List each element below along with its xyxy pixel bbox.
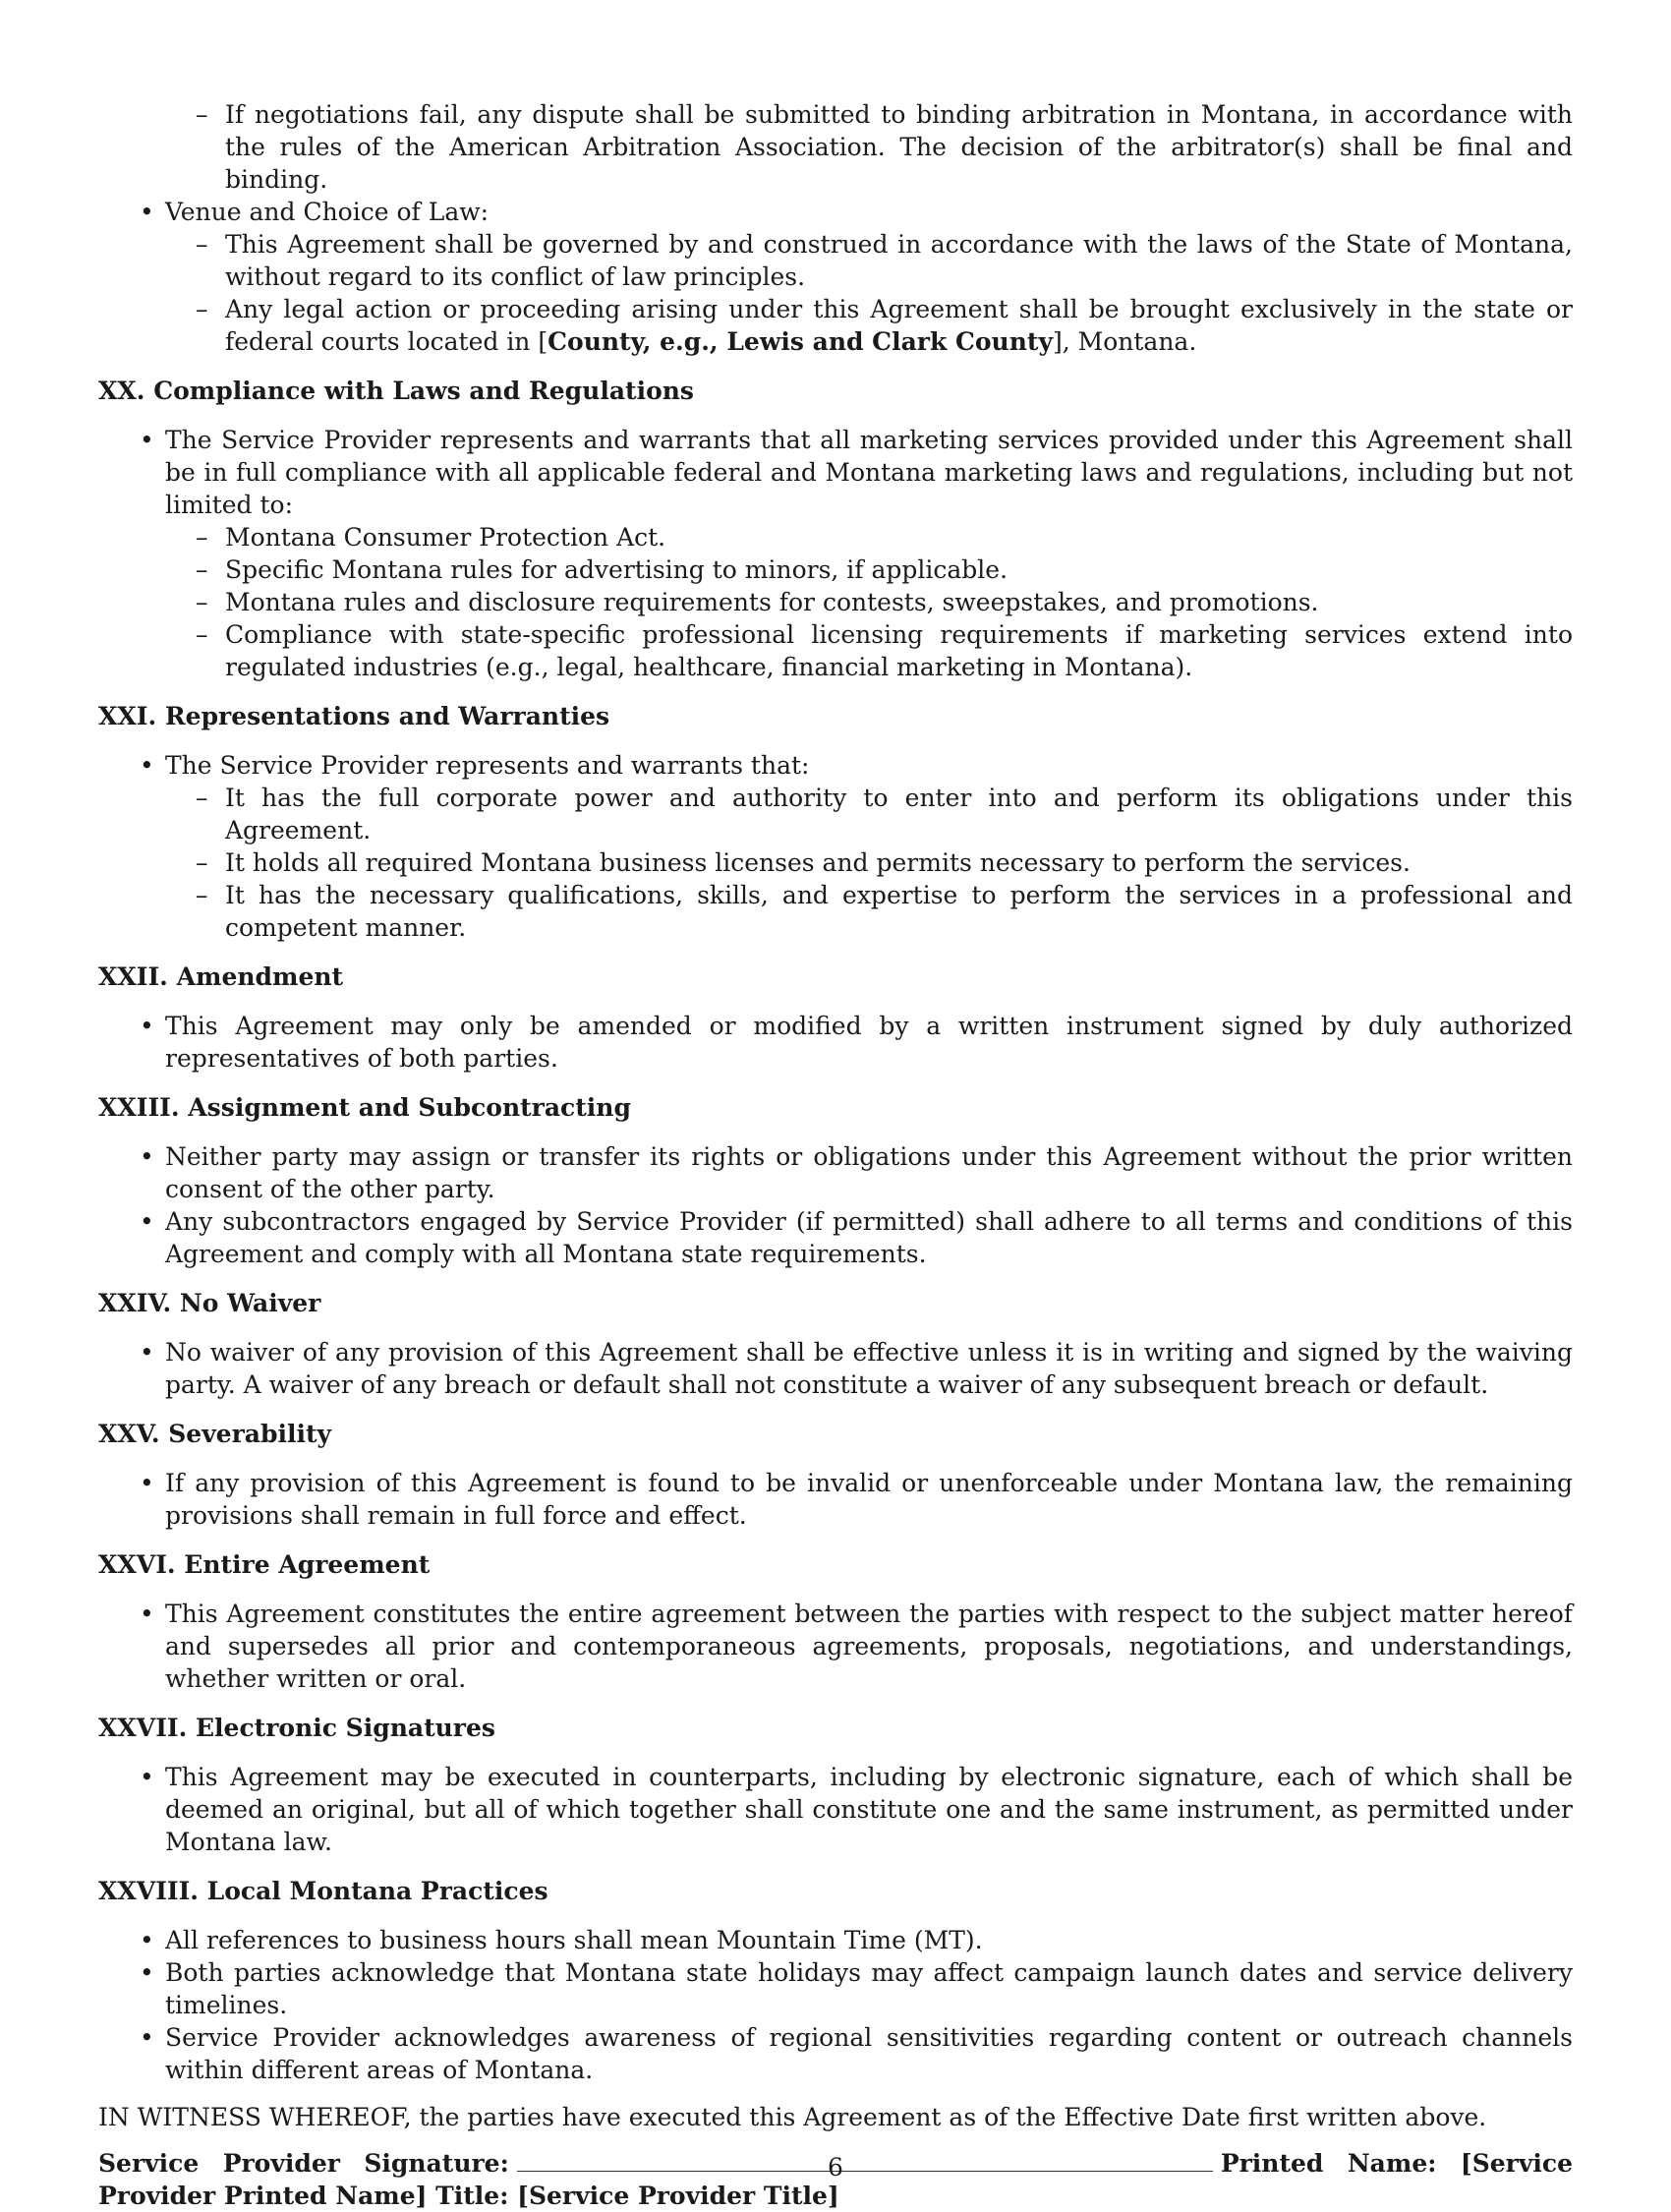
venue-item: – This Agreement shall be governed by and construed in accordance with the laws of the State of Montana, without regard to its conflict of law principles.	[225, 228, 1573, 293]
section-xxv-list	[98, 1467, 1573, 1532]
venue-item-text: Any legal action or proceeding arising under this Agreement shall be brought exclusively in the state or federal courts located in [	[225, 295, 1573, 356]
signature-details: Printed Name: [Service Provider Printed Name] Title: [Service Provider Title]	[98, 2149, 1573, 2210]
venue-item	[225, 293, 1573, 358]
bullet-text: The Service Provider represents and warrants that all marketing services provided under this Agreement shall be in full compliance with all applicable federal and Montana marketing laws and regulations, including but not limited to:	[165, 426, 1573, 519]
sub-item: – It holds all required Montana business licenses and permits necessary to perform the services.	[225, 846, 1573, 879]
list-item: • If any provision of this Agreement is found to be invalid or unenforceable under Montana law, the remaining provisions shall remain in full force and effect.	[165, 1467, 1573, 1532]
county-placeholder: County, e.g., Lewis and Clark County	[547, 327, 1053, 356]
section-xxiii-list	[98, 1140, 1573, 1270]
list-item: • This Agreement may only be amended or modified by a written instrument signed by duly authorized representatives of both parties.	[165, 1010, 1573, 1075]
venue-item-text: ], Montana.	[1052, 327, 1197, 356]
section-xx-list	[98, 424, 1573, 683]
venue-bullet	[165, 196, 1573, 358]
list-item: • Both parties acknowledge that Montana state holidays may affect campaign launch dates and service delivery timelines.	[165, 1956, 1573, 2021]
sub-item: – Montana Consumer Protection Act.	[225, 521, 1573, 553]
sub-list	[165, 521, 1573, 683]
section-heading-xxv: XXV. Severability	[98, 1420, 332, 1448]
section-heading-xxii: XXII. Amendment	[98, 962, 344, 991]
arbitration-item: – If negotiations fail, any dispute shall be submitted to binding arbitration in Montana, in accordance with the rules of the American Arbitration Association. The decision of the arbitrator(s) shall be final and binding.	[225, 98, 1573, 196]
section-xxii-list	[98, 1010, 1573, 1075]
list-item: • No waiver of any provision of this Agreement shall be effective unless it is in writing and signed by the waiving party. A waiver of any breach or default shall not constitute a waiver of any subsequent breach or default.	[165, 1336, 1573, 1401]
list-item: • Any subcontractors engaged by Service Provider (if permitted) shall adhere to all terms and conditions of this Agreement and comply with all Montana state requirements.	[165, 1205, 1573, 1270]
section-xxvi-list	[98, 1598, 1573, 1695]
document-page	[98, 98, 1573, 2212]
arbitration-subitems	[98, 98, 1573, 196]
venue-subitems	[165, 228, 1573, 358]
section-heading-xxiii: XXIII. Assignment and Subcontracting	[98, 1093, 631, 1122]
page-number: 6	[828, 2153, 843, 2182]
signature-label: Service Provider Signature:	[98, 2149, 509, 2178]
section-heading-xxviii: XXVIII. Local Montana Practices	[98, 1877, 548, 1905]
list-item	[165, 749, 1573, 944]
witness-clause: IN WITNESS WHEREOF, the parties have executed this Agreement as of the Effective Date first written above.	[98, 2103, 1487, 2131]
list-item: • This Agreement may be executed in counterparts, including by electronic signature, each of which shall be deemed an original, but all of which together shall constitute one and the same instrument, as permitted under Montana law.	[165, 1761, 1573, 1858]
sub-item: – Compliance with state-specific professional licensing requirements if marketing services extend into regulated industries (e.g., legal, healthcare, financial marketing in Montana).	[225, 618, 1573, 683]
list-item: • Service Provider acknowledges awareness of regional sensitivities regarding content or outreach channels within different areas of Montana.	[165, 2021, 1573, 2086]
section-heading-xx: XX. Compliance with Laws and Regulations	[98, 377, 694, 405]
list-item: • This Agreement constitutes the entire agreement between the parties with respect to the subject matter hereof and supersedes all prior and contemporaneous agreements, proposals, negotiations, and understandings, whether written or oral.	[165, 1598, 1573, 1695]
sub-list	[165, 782, 1573, 944]
section-heading-xxvii: XXVII. Electronic Signatures	[98, 1714, 495, 1742]
section-xxi-list	[98, 749, 1573, 944]
sub-item: – It has the full corporate power and authority to enter into and perform its obligations under this Agreement.	[225, 782, 1573, 846]
list-item: • All references to business hours shall mean Mountain Time (MT).	[165, 1924, 1573, 1956]
sub-item: – Specific Montana rules for advertising to minors, if applicable.	[225, 553, 1573, 586]
list-item: • Neither party may assign or transfer its rights or obligations under this Agreement without the prior written consent of the other party.	[165, 1140, 1573, 1205]
section-xxviii-list	[98, 1924, 1573, 2086]
list-item	[165, 424, 1573, 683]
venue-label: Venue and Choice of Law:	[165, 198, 490, 226]
section-xxvii-list	[98, 1761, 1573, 1858]
sub-item: – Montana rules and disclosure requirements for contests, sweepstakes, and promotions.	[225, 586, 1573, 618]
section-heading-xxvi: XXVI. Entire Agreement	[98, 1550, 431, 1579]
venue-list	[98, 196, 1573, 358]
section-heading-xxi: XXI. Representations and Warranties	[98, 702, 610, 730]
sub-item: – It has the necessary qualifications, skills, and expertise to perform the services in a professional and competent manner.	[225, 879, 1573, 944]
section-xxiv-list	[98, 1336, 1573, 1401]
bullet-text: The Service Provider represents and warrants that:	[165, 751, 810, 780]
section-heading-xxiv: XXIV. No Waiver	[98, 1289, 321, 1317]
